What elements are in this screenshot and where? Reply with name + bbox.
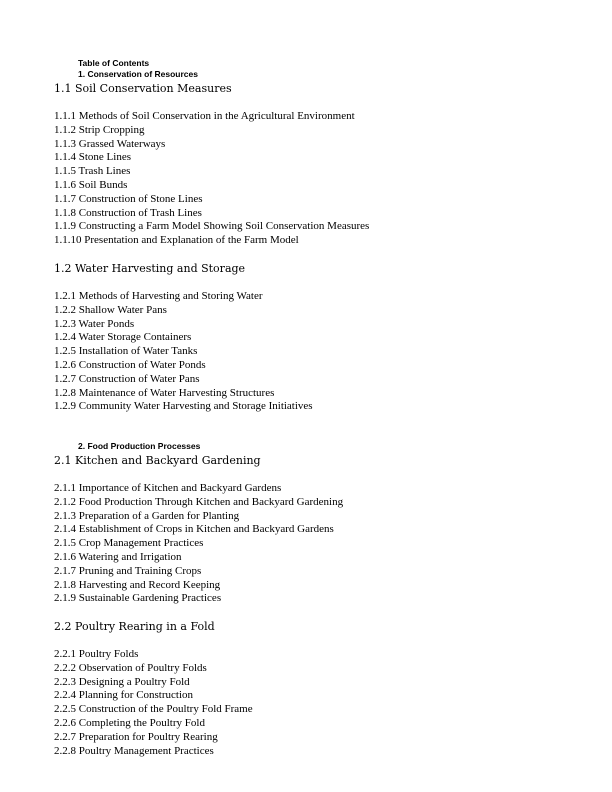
- list-item: 1.2.3 Water Ponds: [54, 317, 135, 330]
- list-item: 1.1.4 Stone Lines: [54, 151, 131, 164]
- toc-title: Table of Contents: [78, 58, 150, 68]
- section-heading-water-harvesting: 1.2 Water Harvesting and Storage: [54, 262, 246, 275]
- subsection-list-poultry-rearing: [54, 648, 253, 758]
- list-item: 2.1.9 Sustainable Gardening Practices: [54, 592, 222, 605]
- list-item: 1.1.8 Construction of Trash Lines: [54, 206, 202, 219]
- list-item: 2.1.8 Harvesting and Record Keeping: [54, 578, 221, 591]
- list-item: 2.2.3 Designing a Poultry Fold: [54, 675, 190, 688]
- section-heading-soil-conservation: 1.1 Soil Conservation Measures: [54, 82, 232, 95]
- list-item: 2.2.1 Poultry Folds: [54, 648, 139, 660]
- list-item: 1.2.4 Water Storage Containers: [54, 331, 192, 344]
- list-item: 1.2.9 Community Water Harvesting and Storage Initiatives: [54, 400, 313, 413]
- list-item: 2.1.2 Food Production Through Kitchen and Backyard Gardening: [54, 495, 344, 508]
- list-item: 2.1.1 Importance of Kitchen and Backyard Gardens: [54, 482, 282, 494]
- list-item: 1.1.1 Methods of Soil Conservation in the Agricultural Environment: [54, 110, 355, 122]
- list-item: 2.1.4 Establishment of Crops in Kitchen and Backyard Gardens: [54, 523, 334, 536]
- list-item: 2.1.6 Watering and Irrigation: [54, 550, 182, 563]
- list-item: 1.2.7 Construction of Water Pans: [54, 372, 200, 385]
- list-item: 2.1.7 Pruning and Training Crops: [54, 564, 202, 577]
- list-item: 1.2.5 Installation of Water Tanks: [54, 345, 198, 358]
- list-item: 1.2.6 Construction of Water Ponds: [54, 358, 206, 371]
- list-item: 2.2.5 Construction of the Poultry Fold Frame: [54, 703, 253, 716]
- list-item: 2.1.5 Crop Management Practices: [54, 537, 204, 550]
- list-item: 1.1.10 Presentation and Explanation of the Farm Model: [54, 234, 299, 247]
- list-item: 2.1.3 Preparation of a Garden for Planting: [54, 509, 240, 522]
- list-item: 2.2.7 Preparation for Poultry Rearing: [54, 730, 218, 743]
- list-item: 1.1.5 Trash Lines: [54, 165, 131, 178]
- section-heading-kitchen-gardening: 2.1 Kitchen and Backyard Gardening: [54, 454, 261, 467]
- list-item: 1.2.1 Methods of Harvesting and Storing Water: [54, 290, 263, 302]
- subsection-list-kitchen-gardening: [54, 482, 343, 606]
- list-item: 1.2.2 Shallow Water Pans: [54, 303, 167, 316]
- list-item: 1.1.7 Construction of Stone Lines: [54, 192, 203, 205]
- subsection-list-soil-conservation: [54, 110, 369, 248]
- list-item: 2.2.2 Observation of Poultry Folds: [54, 661, 207, 674]
- list-item: 2.2.6 Completing the Poultry Fold: [54, 716, 205, 729]
- list-item: 1.1.3 Grassed Waterways: [54, 137, 166, 150]
- list-item: 1.1.6 Soil Bunds: [54, 178, 128, 191]
- list-item: 1.1.2 Strip Cropping: [54, 123, 145, 136]
- list-item: 2.2.4 Planning for Construction: [54, 689, 194, 702]
- part-heading-food-production: 2. Food Production Processes: [78, 441, 201, 451]
- list-item: 2.2.8 Poultry Management Practices: [54, 744, 214, 757]
- subsection-list-water-harvesting: [54, 290, 313, 414]
- list-item: 1.2.8 Maintenance of Water Harvesting Structures: [54, 386, 275, 399]
- section-heading-poultry-rearing: 2.2 Poultry Rearing in a Fold: [54, 620, 215, 633]
- list-item: 1.1.9 Constructing a Farm Model Showing Soil Conservation Measures: [54, 220, 370, 233]
- part-heading-conservation: 1. Conservation of Resources: [78, 69, 198, 79]
